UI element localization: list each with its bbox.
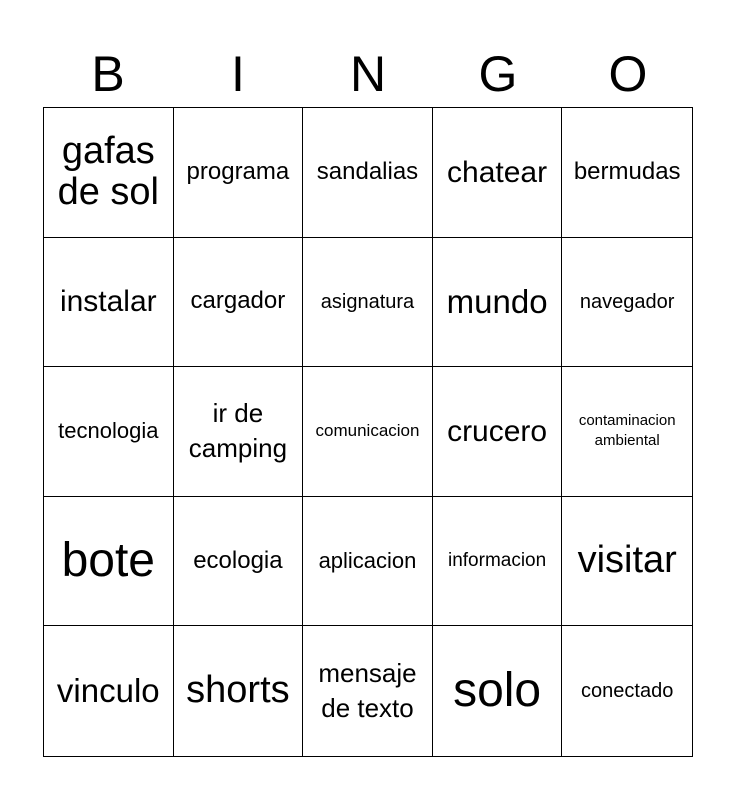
cell-text: bote [61,533,155,587]
bingo-cell[interactable] [174,367,304,497]
cell-text: crucero [447,414,548,448]
bingo-cell[interactable] [44,367,174,497]
bingo-cell[interactable] [433,626,563,756]
cell-text: sandalias [316,157,419,185]
bingo-cell[interactable] [433,367,563,497]
bingo-cell[interactable] [174,626,304,756]
bingo-cell[interactable] [303,108,433,238]
cell-text: aplicacion [318,547,417,573]
cell-text: programa [186,157,290,185]
bingo-cell[interactable] [433,497,563,627]
bingo-card [43,107,693,757]
bingo-cell[interactable] [44,497,174,627]
bingo-cell[interactable] [562,497,692,627]
bingo-cell[interactable] [44,238,174,368]
bingo-cell[interactable] [433,238,563,368]
cell-text: visitar [577,539,677,582]
cell-text: vinculo [56,672,160,710]
cell-text: contaminacion ambiental [578,412,676,450]
cell-text: instalar [59,285,157,319]
cell-text: ir de camping [188,398,288,464]
cell-text: informacion [447,549,547,571]
bingo-cell[interactable] [562,626,692,756]
cell-text: solo [453,664,542,717]
cell-text: tecnologia [58,418,159,444]
bingo-cell[interactable] [303,367,433,497]
bingo-cell[interactable] [562,238,692,368]
header-letter-g: G [478,46,518,102]
cell-text: ecologia [193,546,283,574]
bingo-cell[interactable] [44,626,174,756]
bingo-cell[interactable] [303,238,433,368]
bingo-cell[interactable] [44,108,174,238]
cell-text: bermudas [573,157,681,185]
cell-text: mundo [446,282,548,320]
header-letter-b: B [91,46,125,102]
cell-text: comunicacion [315,421,420,441]
bingo-cell[interactable] [174,108,304,238]
cell-text: gafas de sol [57,129,159,214]
bingo-cell[interactable] [303,497,433,627]
cell-text: shorts [186,669,290,712]
cell-text: mensaje de texto [318,658,417,724]
bingo-cell[interactable] [433,108,563,238]
cell-text: conectado [581,680,674,703]
bingo-cell[interactable] [562,367,692,497]
cell-text: cargador [190,287,286,315]
bingo-cell[interactable] [174,497,304,627]
bingo-cell[interactable] [562,108,692,238]
header-letter-i: I [231,46,245,102]
cell-text: navegador [579,290,675,313]
bingo-cell[interactable] [174,238,304,368]
bingo-cell[interactable] [303,626,433,756]
header-letter-o: O [608,46,648,102]
bingo-header [43,40,693,108]
cell-text: asignatura [320,290,415,313]
header-letter-n: N [349,46,387,102]
cell-text: chatear [447,155,548,189]
